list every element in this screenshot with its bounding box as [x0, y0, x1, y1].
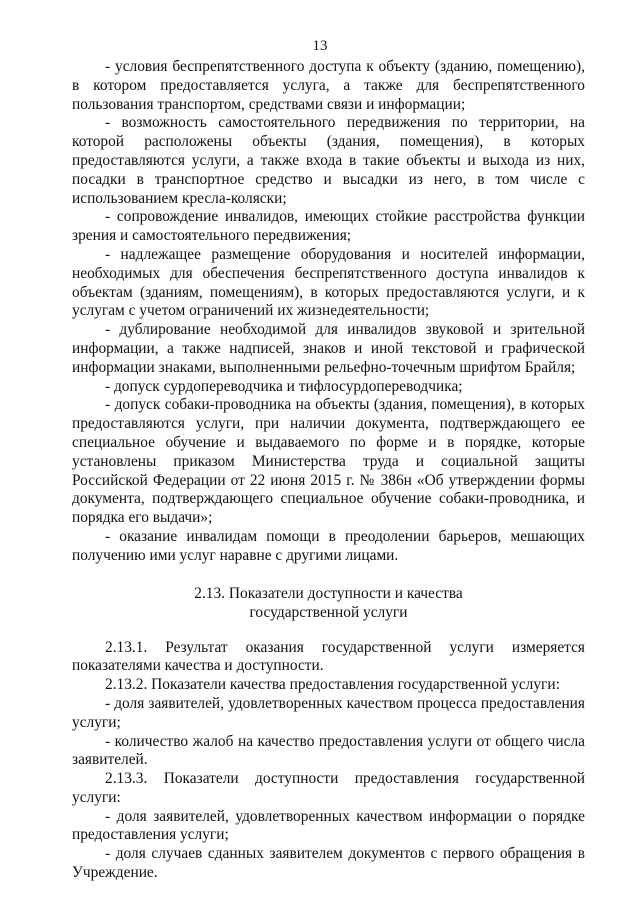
section-heading	[72, 584, 585, 622]
paragraph-guide-dog-admission: - допуск собаки-проводника на объекты (здания, помещения), в которых предоставляются услуги, при наличии документа, подтверждающего ее специальное обучение и выдаваемого по форме и в порядке, которые установлены приказом Министерства труда и социальной защиты Российской Федерации от 22 июня 2015 г. № 386н «Об утверждении формы документа, подтверждающего специальное обучение собаки-проводника, и порядка его выдачи»;	[72, 396, 585, 527]
section-heading-line-2: государственной услуги	[249, 603, 408, 621]
paragraph-complaints-count: - количество жалоб на качество предоставления услуги от общего числа заявителей.	[72, 732, 585, 769]
paragraph-2-13-2: 2.13.2. Показатели качества предоставления государственной услуги:	[105, 676, 560, 694]
paragraph-accessible-object-conditions: - условия беспрепятственного доступа к объекту (зданию, помещению), в котором предоставляется услуга, а также для беспрепятственного пользования транспортом, средствами связи и информации;	[72, 58, 585, 113]
paragraph-2-13-3: 2.13.3. Показатели доступности предоставления государственной услуги:	[72, 770, 585, 806]
paragraph-barrier-assistance: - оказание инвалидам помощи в преодолении барьеров, мешающих получению ими услуг наравне с другими лицами.	[72, 527, 585, 564]
paragraph-share-satisfied-process: - доля заявителей, удовлетворенных качеством процесса предоставления услуги;	[72, 694, 585, 731]
paragraph-2-13-1: 2.13.1. Результат оказания государственной услуги измеряется показателями качества и доступности.	[72, 638, 585, 675]
paragraph-first-submission-share: - доля случаев сданных заявителем документов с первого обращения в Учреждение.	[72, 845, 585, 882]
section-heading-line-1: 2.13. Показатели доступности и качества	[194, 584, 463, 602]
paragraph-braille-duplication: - дублирование необходимой для инвалидов звуковой и зрительной информации, а также надписей, знаков и иной текстовой и графической информации знаками, выполненными рельефно-точечным шрифтом Брайля;	[72, 321, 585, 376]
paragraph-equipment-placement: - надлежащее размещение оборудования и носителей информации, необходимых для обеспечения беспрепятственного доступа инвалидов к объектам (зданиям, помещениям), в которых предоставляются услуги, и к услугам с учетом ограничений их жизнедеятельности;	[72, 245, 585, 320]
paragraph-independent-movement: - возможность самостоятельного передвижения по территории, на которой расположены объекты (здания, помещения), в которых предоставляются услуги, а также входа в такие объекты и выхода из них, посадки в транспортное средство и высадки из него, в том числе с использованием кресла-коляски;	[72, 114, 585, 207]
page-number: 13	[312, 38, 328, 54]
paragraph-escort-of-disabled: - сопровождение инвалидов, имеющих стойкие расстройства функции зрения и самостоятельного передвижения;	[72, 208, 585, 245]
document-body	[72, 58, 585, 883]
paragraph-sign-interpreter: - допуск сурдопереводчика и тифлосурдопереводчика;	[105, 377, 463, 395]
paragraph-share-satisfied-information: - доля заявителей, удовлетворенных качеством информации о порядке предоставления услуги;	[72, 807, 585, 844]
